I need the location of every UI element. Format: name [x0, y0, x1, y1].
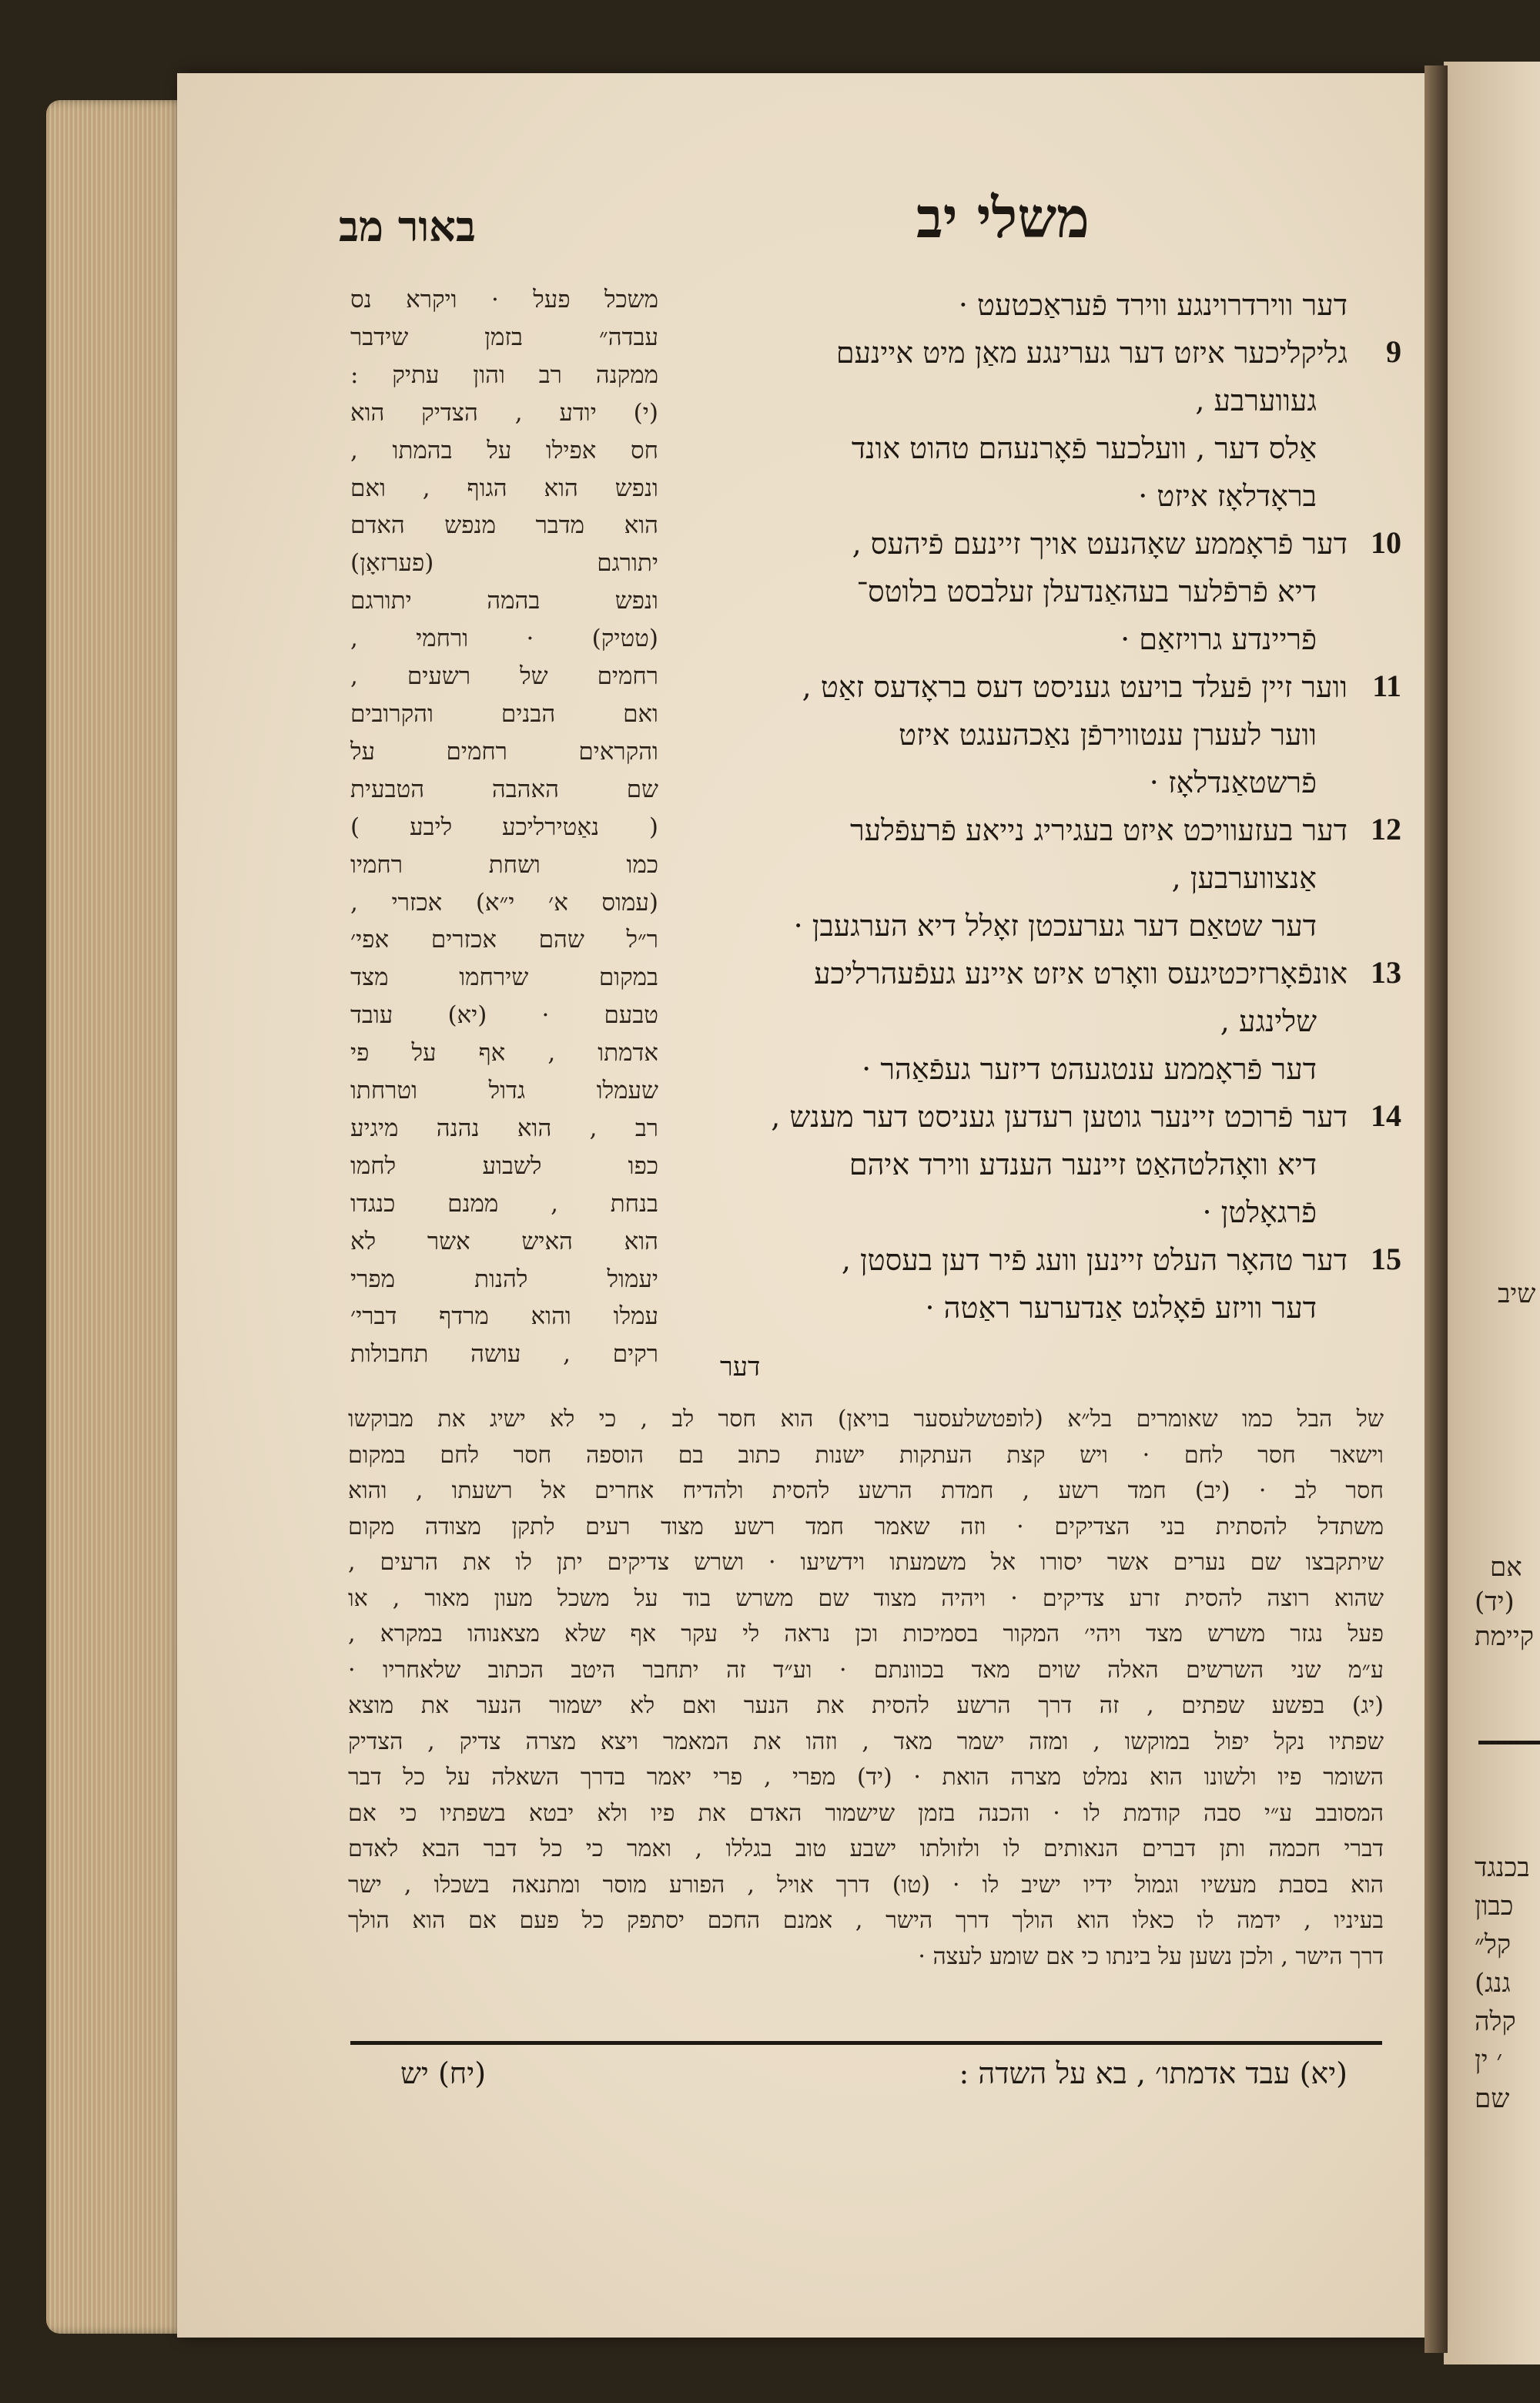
- verse-number: 11: [1372, 669, 1401, 703]
- verse-line: דער ווירדרוינגע ווירד פֿעראַכטעט ·: [958, 288, 1348, 322]
- commentary-line: במקום שירחמו מצד: [350, 964, 658, 992]
- commentary-column: [350, 281, 658, 1373]
- facing-fragment: אם: [1490, 1552, 1522, 1583]
- footnote-line: דרך הישר , ולכן נשען על בינתו כי אם שומע לעצה ·: [918, 1942, 1384, 1970]
- commentary-line: בנחת , ממנם כנגדו: [350, 1189, 658, 1218]
- verse-line: דער בעזעוויכט איזט בעגיריג נייאע פֿרעפֿלער: [849, 813, 1348, 847]
- verse-line: שלינגע ,: [1220, 1004, 1317, 1038]
- footnote-line: של הבל כמו שאומרים בל״א (לופטשלעסער בויאן) הוא חסר לב , כי לא ישיג את מבוקשו: [348, 1406, 1384, 1433]
- verse-line: פֿרגאָלטן ·: [1202, 1195, 1317, 1229]
- verse-line: דיא פֿרפֿלער בעהאַנדעלן זעלבסט בלוטס־: [856, 575, 1317, 608]
- commentary-line: חס אפילו על בהמתו ,: [350, 436, 658, 464]
- facing-fragment: קל״: [1475, 1929, 1512, 1960]
- commentary-line: שם האהבה הטבעית: [350, 775, 658, 803]
- footnote-line: דברי חכמה ותן דברים הנאותים לו ולזולתו ישבע טוב בגללו , ואמר כי כל דבר הבא לאדם: [348, 1835, 1384, 1862]
- commentary-line: יעמול להנות מפרי: [350, 1265, 658, 1293]
- verse: [662, 1236, 1401, 1332]
- verse-line: דער פֿראָממע ענטגעהט דיזער געפֿאַהר ·: [862, 1052, 1317, 1086]
- commentary-line: ונפש בהמה יתורגם: [350, 587, 658, 615]
- verse-number: 14: [1371, 1098, 1401, 1133]
- verse-number: [1348, 281, 1401, 286]
- footnote-line: המסובב ע״י סבה קודמת לו · והכנה בזמן שישמור האדם את פיו ולא יבטא בשפתיו כי אם: [348, 1799, 1384, 1827]
- verse-line: דער וויזע פֿאָלגט אַנדערער ראַטה ·: [925, 1291, 1317, 1325]
- verse-line: דער שטאַם דער גערעכטן זאָלל דיא הערגעבן ·: [793, 909, 1317, 943]
- verse-number: 9: [1386, 334, 1401, 369]
- commentary-line: הוא מדבר מנפש האדם: [350, 511, 658, 540]
- verse-number: 15: [1371, 1242, 1401, 1276]
- commentary-line: (י) יודע , הצדיק הוא: [350, 398, 658, 427]
- gutter: [1424, 65, 1448, 2353]
- commentary-line: ממקנה רב והון עתיק :: [350, 360, 658, 389]
- commentary-line: טבעם · (יא) עובד: [350, 1001, 658, 1030]
- facing-page: [1444, 62, 1540, 2364]
- verse-line: אַנצווערבען ,: [1171, 861, 1317, 895]
- footnote-block: [348, 1402, 1384, 1975]
- commentary-line: ( נאַטירליכע ליבע ): [350, 813, 658, 841]
- footnote-line: שפתיו נקל יפול במוקשו , ומזה ישמר מאד , וזהו את המאמר ויצא מצרה צדיק , הצדיק: [348, 1728, 1384, 1755]
- verse-line: דער פֿראָממע שאָהנעט אויך זיינעם פֿיהעס ,: [852, 527, 1348, 561]
- facing-fragment: (יד): [1475, 1587, 1515, 1617]
- commentary-line: ואם הבנים והקרובים: [350, 699, 658, 728]
- verse: [662, 1093, 1401, 1236]
- footnote-line: בעיניו , ידמה לו כאלו הוא הולך דרך הישר , אמנם החכם יסתפק כל פעם אם הוא הולך: [348, 1907, 1384, 1934]
- facing-fragment: גנג): [1475, 1968, 1511, 1999]
- facing-fragment: שיב: [1498, 1279, 1536, 1309]
- commentary-line: משכל פעל · ויקרא נס: [350, 286, 658, 313]
- facing-fragment: בכנגד: [1475, 1852, 1530, 1883]
- verse: [662, 950, 1401, 1093]
- commentary-line: ר״ל שהם אכזרים אפי׳: [350, 926, 658, 954]
- commentary-line: רב , הוא נהנה מיגיע: [350, 1114, 658, 1142]
- footnote-line: משתדל להסתית בני הצדיקים · וזה שאמר חמד רשע מצוד רעים לתקן מצודה מקום: [348, 1513, 1384, 1540]
- commentary-line: כמו ושחת רחמיו: [350, 850, 658, 879]
- footnote-line: ע״מ שני השרשים האלה שוים מאד בכוונתם · וע״ד זה יתחבר היטב הכתוב שלאחריו ·: [348, 1656, 1384, 1684]
- commentary-line: עמלו והוא מרדף דברי׳: [350, 1302, 658, 1331]
- catchword: דער: [720, 1352, 761, 1382]
- verse-line: געווערבע ,: [1195, 384, 1317, 417]
- verse-line: ווער זיין פֿעלד בויעט געניסט דעס בראָדעס זאַט ,: [802, 670, 1348, 704]
- page-edges: [46, 100, 185, 2334]
- footnote-line: הוא בסבת מעשיו וגמול ידיו ישיב לו · (טו) דרך אויל , הפורע מוסר ומתנאה בשכלו , ישר: [348, 1871, 1384, 1899]
- verse-line: פֿריינדע גרויזאַם ·: [1120, 622, 1317, 656]
- commentary-line: הוא האיש אשר לא: [350, 1227, 658, 1255]
- verse-number: 10: [1371, 525, 1401, 560]
- commentary-line: יתורגם (פערזאָן): [350, 549, 658, 578]
- facing-fragment: כבון: [1475, 1891, 1514, 1922]
- footnote-line: פעל נגזר משרש מצד ויהי׳ המקור בסמיכות וכן נראה לי עקר אף שלא מצאנוהו במקרא ,: [348, 1620, 1384, 1647]
- footnote-line: וישאר חסר לחם · ויש קצת העתקות ישנות כתוב בם הוספה חסר לחם במקום: [348, 1441, 1384, 1469]
- footnote-line: שיתקבצו שם נערים אשר יסורו אל משמעתו וידשיעו · ושרש צדיקים יתן לו את הרעים ,: [348, 1549, 1384, 1576]
- verse-line: דיא וואָהלטהאַט זיינער הענדע ווירד איהם: [849, 1148, 1317, 1181]
- commentary-line: עבדה״ בזמן שידבר: [350, 323, 658, 351]
- verse-line: בראָדלאָז איזט ·: [1138, 479, 1317, 513]
- verse-line: אונפֿאָרזיכטיגעס וואָרט איזט איינע געפֿעהרליכע: [814, 957, 1348, 990]
- verse-number: 12: [1371, 812, 1401, 846]
- facing-fragment: שם: [1475, 2083, 1510, 2114]
- commentary-line: כפו לשבוע לחמו: [350, 1151, 658, 1180]
- commentary-line: והקראים רחמים על: [350, 737, 658, 766]
- commentary-line: רקים , עושה תחבולות: [350, 1340, 658, 1369]
- verse-line: דער פֿרוכט זיינער גוטען רעדען געניסט דער מענש ,: [771, 1100, 1348, 1134]
- verse-line: דער טהאָר העלט זיינען וועג פֿיר דען בעסטן ,: [841, 1243, 1348, 1277]
- bottom-note-right: (יא) עבד אדמתו׳ , בא על השדה :: [959, 2056, 1348, 2090]
- bottom-note-left: (יח) יש: [400, 2056, 487, 2090]
- footnote-line: שהוא רוצה להסית זרע צדיקים · ויהיה מצוד שם משרש בוד על משכל מעון מאור , או: [348, 1584, 1384, 1612]
- verse-line: גליקליכער איזט דער גערינגע מאַן מיט איינעם: [835, 336, 1348, 370]
- page-title: משלי יב: [916, 185, 1090, 250]
- commentary-line: ונפש הוא הגוף , ואם: [350, 474, 658, 502]
- commentary-line: אדמתו , אף על פי: [350, 1039, 658, 1067]
- main-text-column: [662, 281, 1401, 1332]
- commentary-line: רחמים של רשעים ,: [350, 662, 658, 691]
- verse: [662, 329, 1401, 520]
- verse: [662, 520, 1401, 663]
- verse-line: אַלס דער , וועלכער פֿאָרנעהם טהוט אונד: [851, 431, 1317, 465]
- verse-line: פֿרשטאַנדלאָז ·: [1149, 766, 1317, 799]
- commentary-line: (עמוס א׳ י״א) אכזרי ,: [350, 888, 658, 917]
- footnote-line: (יג) בפשע שפתים , זה דרך הרשע להסית את הנער ואם לא ישמור הנער את מוצא: [348, 1692, 1384, 1719]
- facing-fragment: קיימת: [1475, 1621, 1534, 1652]
- bottom-rule: [350, 2041, 1382, 2045]
- commentary-line: שעמלו גדול וטרחתו: [350, 1077, 658, 1105]
- verse: [662, 806, 1401, 950]
- facing-fragment: קלה: [1475, 2006, 1516, 2037]
- verse-line: ווער לעערן ענטווירפֿן נאַכהענגט איזט: [899, 718, 1317, 752]
- verse-number: 13: [1371, 955, 1401, 990]
- verse: [662, 663, 1401, 806]
- facing-rule: [1478, 1741, 1540, 1744]
- commentary-title: באור מב: [339, 202, 476, 251]
- verse: [662, 281, 1401, 329]
- footnote-line: השומר פיו ולשונו הוא נמלט מצרה הואת · (יד) מפרי , פרי יאמר בדרך השאלה על כל דבר: [348, 1764, 1384, 1791]
- commentary-line: (טטיק) · ורחמי ,: [350, 625, 658, 653]
- facing-fragment: ׳ ין: [1475, 2045, 1503, 2076]
- footnote-line: חסר לב · (יב) חמד רשע , חמדת הרשע להסית ולהדיח אחרים אל רשעתו , והוא: [348, 1477, 1384, 1504]
